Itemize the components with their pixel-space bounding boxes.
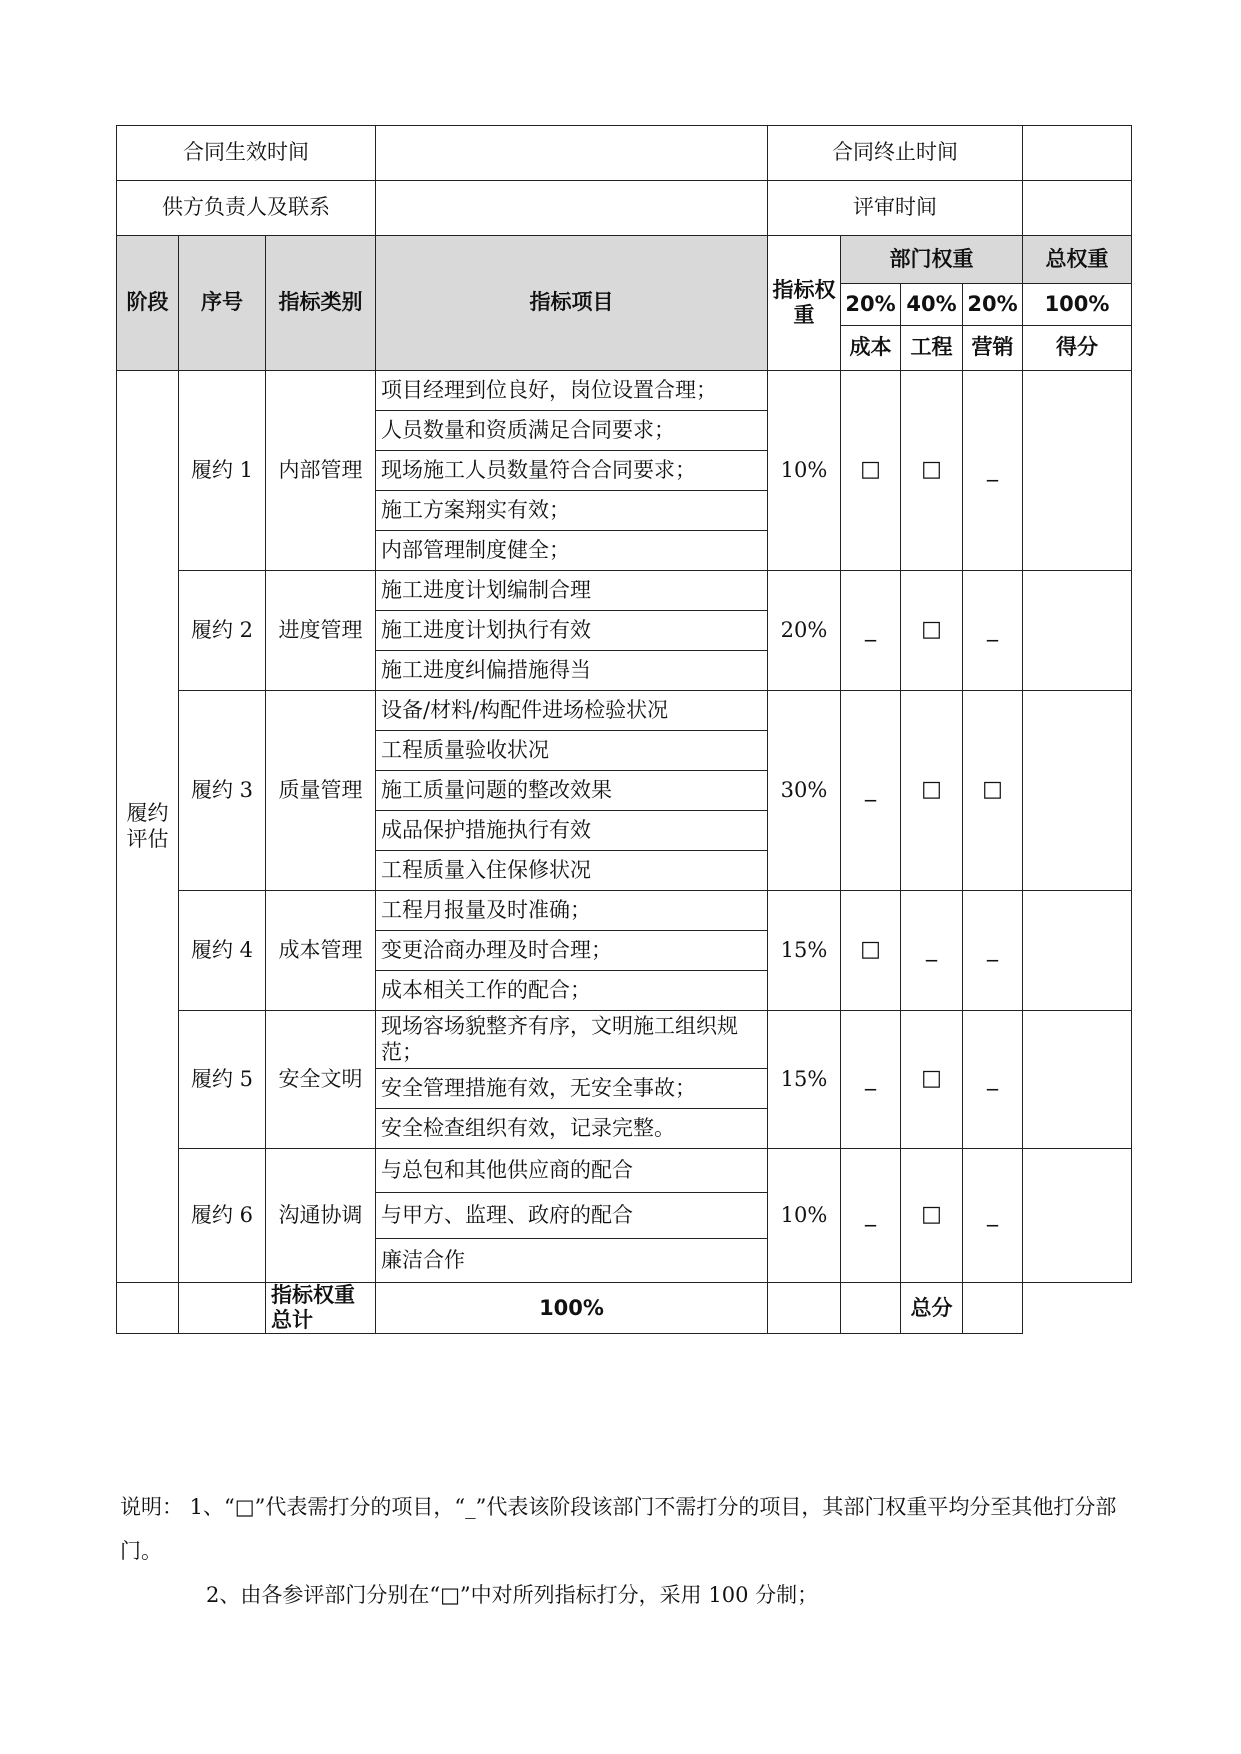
cost-score-mark[interactable]: □: [841, 371, 901, 571]
total-seq-blank: [117, 1283, 179, 1334]
group-category: 成本管理: [266, 891, 376, 1011]
header-category: 指标类别: [266, 236, 376, 371]
review-time-value[interactable]: [1023, 181, 1132, 236]
mkt-score-mark: _: [963, 371, 1023, 571]
eng-score-mark[interactable]: □: [901, 691, 963, 891]
note-line-1: 说明： 1、“□”代表需打分的项目，“_”代表该阶段该部门不需打分的项目，其部门权重平均分至其他打分部门。: [120, 1495, 1117, 1564]
total-cost-blank: [768, 1283, 841, 1334]
eng-score-mark[interactable]: □: [901, 1011, 963, 1149]
cost-score-mark: _: [841, 571, 901, 691]
table-row: [117, 1011, 1132, 1069]
indicator-item: 工程质量入住保修状况: [376, 851, 768, 891]
group-weight: 30%: [768, 691, 841, 891]
total-row: [117, 1283, 1132, 1334]
indicator-item: 与总包和其他供应商的配合: [376, 1149, 768, 1193]
indicator-item: 内部管理制度健全；: [376, 531, 768, 571]
effective-time-value[interactable]: [376, 126, 768, 181]
table-row: [117, 571, 1132, 611]
indicator-item: 安全检查组织有效，记录完整。: [376, 1109, 768, 1149]
header-row-1: [117, 236, 1132, 284]
indicator-item: 安全管理措施有效，无安全事故；: [376, 1069, 768, 1109]
indicator-item: 工程质量验收状况: [376, 731, 768, 771]
total-label: 指标权重总计: [266, 1283, 376, 1334]
table-row: [117, 1149, 1132, 1193]
indicator-item: 现场容场貌整齐有序，文明施工组织规范；: [376, 1011, 768, 1069]
indicator-item: 施工方案翔实有效；: [376, 491, 768, 531]
mkt-score-mark: _: [963, 1011, 1023, 1149]
indicator-item: 设备/材料/构配件进场检验状况: [376, 691, 768, 731]
group-weight: 10%: [768, 371, 841, 571]
group-weight: 20%: [768, 571, 841, 691]
mkt-score-mark: _: [963, 891, 1023, 1011]
group-seq: 履约 1: [179, 371, 266, 571]
eng-score-mark[interactable]: □: [901, 571, 963, 691]
pct-total: 100%: [1023, 284, 1132, 326]
group-weight: 15%: [768, 891, 841, 1011]
eng-score-mark[interactable]: □: [901, 1149, 963, 1283]
header-total-weight: 总权重: [1023, 236, 1132, 284]
end-time-value[interactable]: [1023, 126, 1132, 181]
group-score[interactable]: [1023, 571, 1132, 691]
pct-mkt: 20%: [963, 284, 1023, 326]
table-row: [117, 891, 1132, 931]
indicator-item: 廉洁合作: [376, 1239, 768, 1283]
header-weight: 指标权重: [768, 236, 841, 371]
stage-cell: 履约评估: [117, 371, 179, 1283]
group-category: 质量管理: [266, 691, 376, 891]
pct-eng: 40%: [901, 284, 963, 326]
effective-time-label: 合同生效时间: [117, 126, 376, 181]
score-header: 得分: [1023, 326, 1132, 371]
group-category: 安全文明: [266, 1011, 376, 1149]
table-row: [117, 691, 1132, 731]
indicator-item: 人员数量和资质满足合同要求；: [376, 411, 768, 451]
note-line-2: 2、由各参评部门分别在“□”中对所列指标打分，采用 100 分制；: [206, 1583, 819, 1608]
group-category: 沟通协调: [266, 1149, 376, 1283]
total-score-label: 总分: [901, 1283, 963, 1334]
supplier-contact-value[interactable]: [376, 181, 768, 236]
indicator-item: 现场施工人员数量符合合同要求；: [376, 451, 768, 491]
group-seq: 履约 5: [179, 1011, 266, 1149]
notes: [120, 1485, 1130, 1617]
group-score[interactable]: [1023, 891, 1132, 1011]
end-time-label: 合同终止时间: [768, 126, 1023, 181]
group-score[interactable]: [1023, 691, 1132, 891]
evaluation-table: [116, 125, 1132, 1334]
cost-score-mark: _: [841, 1149, 901, 1283]
info-row-2: [117, 181, 1132, 236]
total-eng-blank: [841, 1283, 901, 1334]
cost-score-mark: _: [841, 1011, 901, 1149]
group-category: 内部管理: [266, 371, 376, 571]
dept-eng: 工程: [901, 326, 963, 371]
mkt-score-mark: _: [963, 1149, 1023, 1283]
eng-score-mark: _: [901, 891, 963, 1011]
group-seq: 履约 6: [179, 1149, 266, 1283]
header-seq: 序号: [179, 236, 266, 371]
indicator-item: 变更洽商办理及时合理；: [376, 931, 768, 971]
supplier-contact-label: 供方负责人及联系: [117, 181, 376, 236]
group-weight: 15%: [768, 1011, 841, 1149]
indicator-item: 施工质量问题的整改效果: [376, 771, 768, 811]
mkt-score-mark[interactable]: □: [963, 691, 1023, 891]
review-time-label: 评审时间: [768, 181, 1023, 236]
indicator-item: 施工进度计划编制合理: [376, 571, 768, 611]
cost-score-mark: _: [841, 691, 901, 891]
group-seq: 履约 2: [179, 571, 266, 691]
group-score[interactable]: [1023, 371, 1132, 571]
group-seq: 履约 3: [179, 691, 266, 891]
header-dept-weight: 部门权重: [841, 236, 1023, 284]
total-category-blank: [179, 1283, 266, 1334]
indicator-item: 成本相关工作的配合；: [376, 971, 768, 1011]
indicator-item: 与甲方、监理、政府的配合: [376, 1193, 768, 1239]
pct-cost: 20%: [841, 284, 901, 326]
info-row-1: [117, 126, 1132, 181]
group-weight: 10%: [768, 1149, 841, 1283]
eng-score-mark[interactable]: □: [901, 371, 963, 571]
indicator-item: 施工进度纠偏措施得当: [376, 651, 768, 691]
group-seq: 履约 4: [179, 891, 266, 1011]
cost-score-mark[interactable]: □: [841, 891, 901, 1011]
dept-mkt: 营销: [963, 326, 1023, 371]
mkt-score-mark: _: [963, 571, 1023, 691]
group-score[interactable]: [1023, 1149, 1132, 1283]
dept-cost: 成本: [841, 326, 901, 371]
indicator-item: 成品保护措施执行有效: [376, 811, 768, 851]
header-item: 指标项目: [376, 236, 768, 371]
total-weight: 100%: [376, 1283, 768, 1334]
indicator-item: 施工进度计划执行有效: [376, 611, 768, 651]
header-stage: 阶段: [117, 236, 179, 371]
evaluation-form: [116, 125, 1132, 1334]
total-score-value[interactable]: [963, 1283, 1023, 1334]
group-category: 进度管理: [266, 571, 376, 691]
indicator-item: 项目经理到位良好，岗位设置合理；: [376, 371, 768, 411]
table-row: [117, 371, 1132, 411]
group-score[interactable]: [1023, 1011, 1132, 1149]
indicator-item: 工程月报量及时准确；: [376, 891, 768, 931]
